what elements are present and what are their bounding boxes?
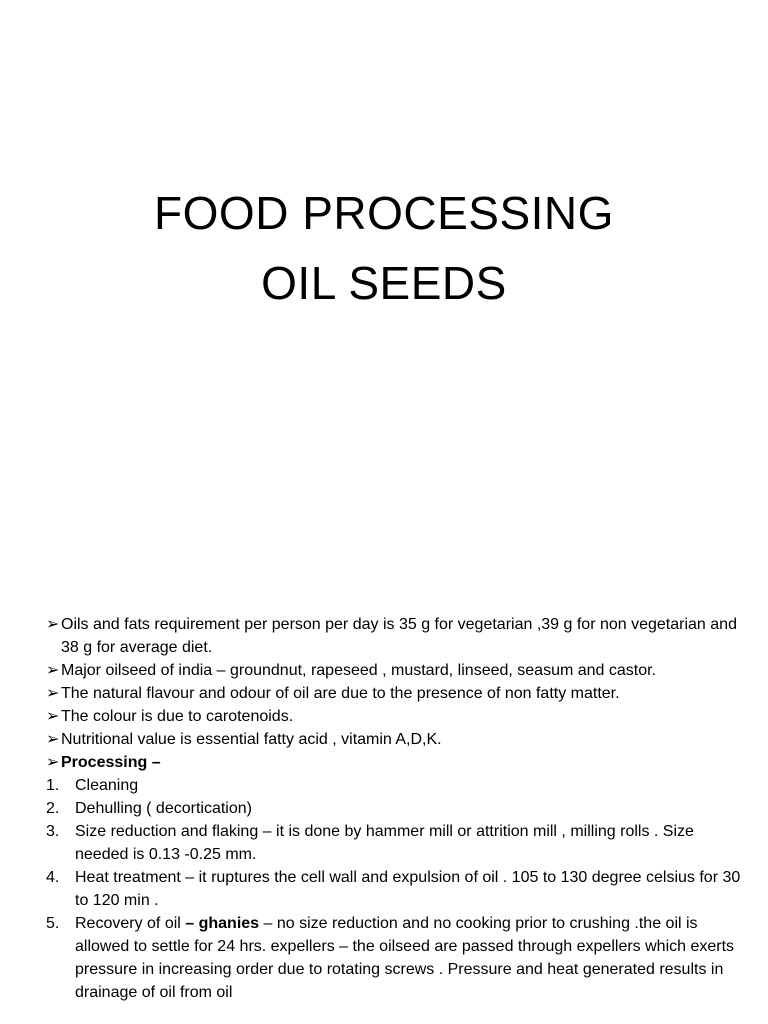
bullet-item: [46, 728, 746, 751]
bullet-text: Nutritional value is essential fatty acid , vitamin A,D,K.: [61, 731, 442, 748]
step-number: 4.: [46, 869, 60, 886]
step-text-post: – no size reduction and no cooking prior to crushing .the oil is allowed to settle for 24 hrs. expellers – the oilseed are passed through expellers which exerts pressure in increasing order due to rotating screws . Pressure and heat generated results in drainage of oil from oil: [75, 915, 735, 1001]
arrow-bullet-icon: ➢: [46, 731, 60, 748]
step-number: 5.: [46, 915, 60, 932]
bullet-text: Major oilseed of india – groundnut, rapeseed , mustard, linseed, seasum and castor.: [61, 662, 657, 679]
bullet-text: The natural flavour and odour of oil are due to the presence of non fatty matter.: [61, 685, 620, 702]
step-item: [46, 912, 746, 1004]
bullet-item: [46, 659, 746, 682]
arrow-bullet-icon: ➢: [46, 616, 60, 633]
arrow-bullet-icon: ➢: [46, 708, 60, 725]
processing-heading: Processing –: [61, 754, 161, 771]
step-item: [46, 774, 746, 797]
page-subtitle: OIL SEEDS: [261, 257, 507, 309]
step-text: Cleaning: [75, 777, 139, 794]
step-text-pre: Recovery of oil: [75, 915, 186, 932]
bullet-text: The colour is due to carotenoids.: [61, 708, 294, 725]
bullet-item: [46, 682, 746, 705]
step-text: Size reduction and flaking – it is done by hammer mill or attrition mill , milling rolls . Size needed is 0.13 -0.25 mm.: [75, 823, 694, 863]
arrow-bullet-icon: ➢: [46, 754, 60, 771]
step-number: 2.: [46, 800, 60, 817]
page-title: FOOD PROCESSING: [154, 187, 614, 239]
bullet-item: [46, 705, 746, 728]
step-item: [46, 820, 746, 866]
bullet-item: [46, 613, 746, 659]
arrow-bullet-icon: ➢: [46, 662, 60, 679]
content-body: [46, 613, 746, 1004]
title-block: [0, 178, 768, 318]
step-item: [46, 797, 746, 820]
step-text-bold: – ghanies: [185, 915, 260, 932]
arrow-bullet-icon: ➢: [46, 685, 60, 702]
bullet-text: Oils and fats requirement per person per day is 35 g for vegetarian ,39 g for non vegetarian and 38 g for average diet.: [61, 616, 737, 656]
step-number: 1.: [46, 777, 60, 794]
step-number: 3.: [46, 823, 60, 840]
processing-heading-item: [46, 751, 746, 774]
step-text: Dehulling ( decortication): [75, 800, 252, 817]
step-text: Heat treatment – it ruptures the cell wall and expulsion of oil . 105 to 130 degree celsius for 30 to 120 min .: [75, 869, 741, 909]
step-item: [46, 866, 746, 912]
